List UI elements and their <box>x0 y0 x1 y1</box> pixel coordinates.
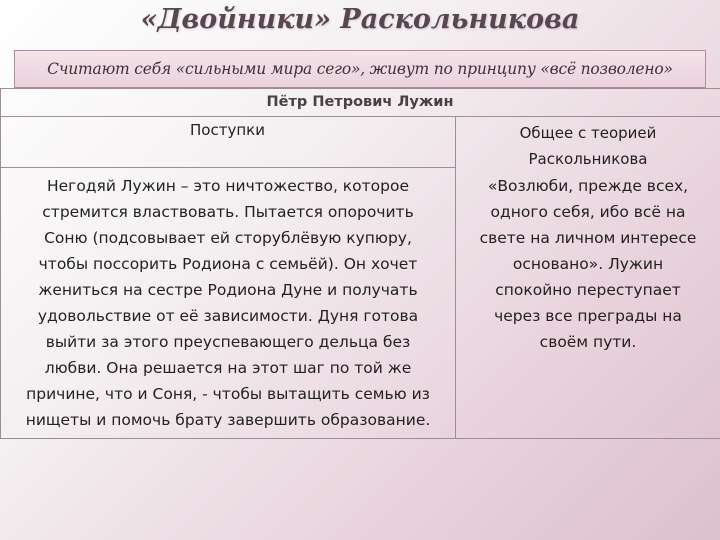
common-cell <box>458 173 718 355</box>
header-divider <box>0 167 455 168</box>
text-line: Соню (подсовывает ей сторублёвую купюру, <box>44 229 412 247</box>
table-border-left <box>0 89 1 439</box>
subtitle-text: Считают себя «сильными мира сего», живут по принципу «всё позволено» <box>47 60 673 78</box>
text-line: своём пути. <box>539 333 637 351</box>
deeds-cell <box>4 173 452 433</box>
column-header-common <box>456 120 720 172</box>
text-line: Негодяй Лужин – это ничтожество, которое <box>46 177 410 195</box>
character-table <box>0 88 720 438</box>
header-line: Общее с теорией <box>519 124 657 142</box>
text-line: чтобы поссорить Родиона с семьёй). Он хочет <box>38 255 418 273</box>
text-line: свете на личном интересе <box>479 229 697 247</box>
text-line: нищеты и помочь брату завершить образование. <box>25 411 431 429</box>
table-caption: Пётр Петрович Лужин <box>266 94 454 110</box>
text-line: одного себя, ибо всё на <box>490 203 686 221</box>
header-line: Поступки <box>190 121 265 139</box>
text-line: «Возлюби, прежде всех, <box>487 177 689 195</box>
text-line: жениться на сестре Родиона Дуне и получать <box>38 281 418 299</box>
text-line: спокойно переступает <box>495 281 681 299</box>
text-line: любви. Она решается на этот шаг по той же <box>44 359 412 377</box>
text-line: через все преграды на <box>494 307 682 325</box>
text-line: причине, что и Соня, - чтобы вытащить семью из <box>26 385 430 403</box>
text-line: удовольствие от её зависимости. Дуня готова <box>37 307 419 325</box>
text-line: стремится властвовать. Пытается опорочить <box>42 203 414 221</box>
subtitle-box <box>14 50 706 88</box>
text-line: основано». Лужин <box>512 255 664 273</box>
table-divider <box>0 116 720 117</box>
text-line: выйти за этого преуспевающего дельца без <box>45 333 411 351</box>
slide-title: «Двойники» Раскольникова <box>140 4 580 35</box>
header-line: Раскольникова <box>528 150 648 168</box>
table-border-bottom <box>0 438 720 439</box>
column-header-deeds <box>0 121 455 139</box>
